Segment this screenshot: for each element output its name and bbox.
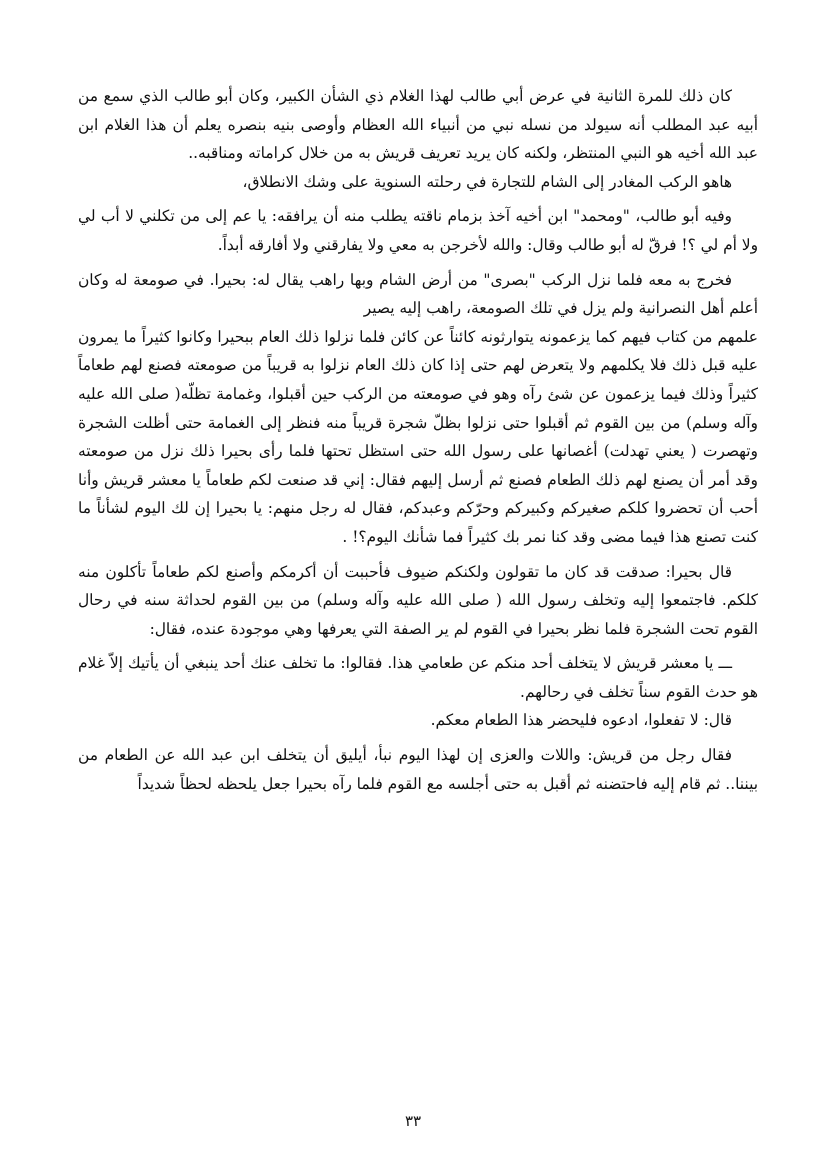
paragraph-4: فخرج به معه فلما نزل الركب "بصرى" من أرض الشام وبها راهب يقال له: بحيرا. في صومعة له وكان أعلم أهل النصرانية ولم يزل في تلك الصومعة، راهب إليه يصير bbox=[78, 270, 758, 318]
page-number: ٣٣ bbox=[404, 1112, 422, 1130]
paragraph-8: قال: لا تفعلوا، ادعوه فليحضر هذا الطعام معكم. bbox=[430, 711, 732, 730]
paragraph-6: قال بحيرا: صدقت قد كان ما تقولون ولكنكم ضيوف فأحببت أن أكرمكم وأصنع لكم طعاماً تأكلون منه كلكم. فاجتمعوا إليه وتخلف رسول الله ( صلى الله عليه وآله وسلم) من بين القوم لحداثة سنه في رحال القوم تحت الشجرة فلما نظر بحيرا في القوم لم ير الصفة التي يعرفها وهي موجودة عنده، فقال: bbox=[78, 562, 758, 638]
paragraph-9: فقال رجل من قريش: واللات والعزى إن لهذا اليوم نبأ، أيليق أن يتخلف ابن عبد الله عن الطعام من بيننا.. ثم قام إليه فاحتضنه ثم أقبل به حتى أجلسه مع القوم فلما رآه بحيرا جعل يلحظه لحظاً شديداً bbox=[78, 746, 758, 793]
paragraph-1: كان ذلك للمرة الثانية في عرض أبي طالب لهذا الغلام ذي الشأن الكبير، وكان أبو طالب الذي سمع من أبيه عبد المطلب أنه سيولد من نسله نبي من أنبياء الله العظام وأوصى بنيه بنصره يعلم أن هذا الغلام ابن عبد الله أخيه هو النبي المنتظر، ولكنه كان يريد تعريف قريش به من خلال كراماته ومناقبه.. bbox=[78, 87, 758, 163]
paragraph-3: وفيه أبو طالب، "ومحمد" ابن أخيه آخذ بزمام ناقته يطلب منه أن يرافقه: يا عم إلى من تكلني لا أب لي ولا أم لي ؟! فرقّ له أبو طالب وقال: والله لأخرجن به معي ولا يفارقني ولا أفارقه أبداً. bbox=[78, 207, 758, 254]
paragraph-2: هاهو الركب المغادر إلى الشام للتجارة في رحلته السنوية على وشك الانطلاق، bbox=[242, 172, 732, 191]
paragraph-5: علمهم من كتاب فيهم كما يزعمونه يتوارثونه كائناً عن كائن فلما نزلوا ذلك العام ببحيرا وكانوا كثيراً ما يمرون عليه قبل ذلك فلا يكلمهم ولا يتعرض لهم حتى إذا كان ذلك العام نزلوا به قريباً من صومعته فصنع لهم طعاماً كثيراً وذلك فيما يزعمون عن شئ رآه وهو في صومعته من الركب حين أقبلوا، وغمامة تظلّه( صلى الله عليه وآله وسلم) من بين القوم ثم أقبلوا حتى نزلوا بظلّ شجرة قريباً منه فنظر إلى الغمامة حتى أظلت الشجرة وتهصرت ( يعني تهدلت) أغصانها على رسول الله حتى استظل تحتها فلما رأى بحيرا ذلك نزل من صومعته وقد أمر أن يصنع لهم ذلك الطعام فصنع ثم أرسل إليهم فقال: إني قد صنعت لكم طعاماً يا معشر قريش وأنا أحب أن تحضروا كلكم صغيركم وكبيركم وحرّكم وعبدكم، فقال له رجل منهم: يا بحيرا إن لك اليوم لشأناً ما كنت تصنع هذا فيما مضى وقد كنا نمر بك كثيراً فما شأنك اليوم؟! . bbox=[78, 327, 758, 546]
document-body bbox=[78, 82, 758, 798]
paragraph-7: ـــ يا معشر قريش لا يتخلف أحد منكم عن طعامي هذا. فقالوا: ما تخلف عنك أحد ينبغي أن يأتيك إلاّ غلام هو حدث القوم سناً تخلف في رحالهم. bbox=[78, 654, 758, 701]
